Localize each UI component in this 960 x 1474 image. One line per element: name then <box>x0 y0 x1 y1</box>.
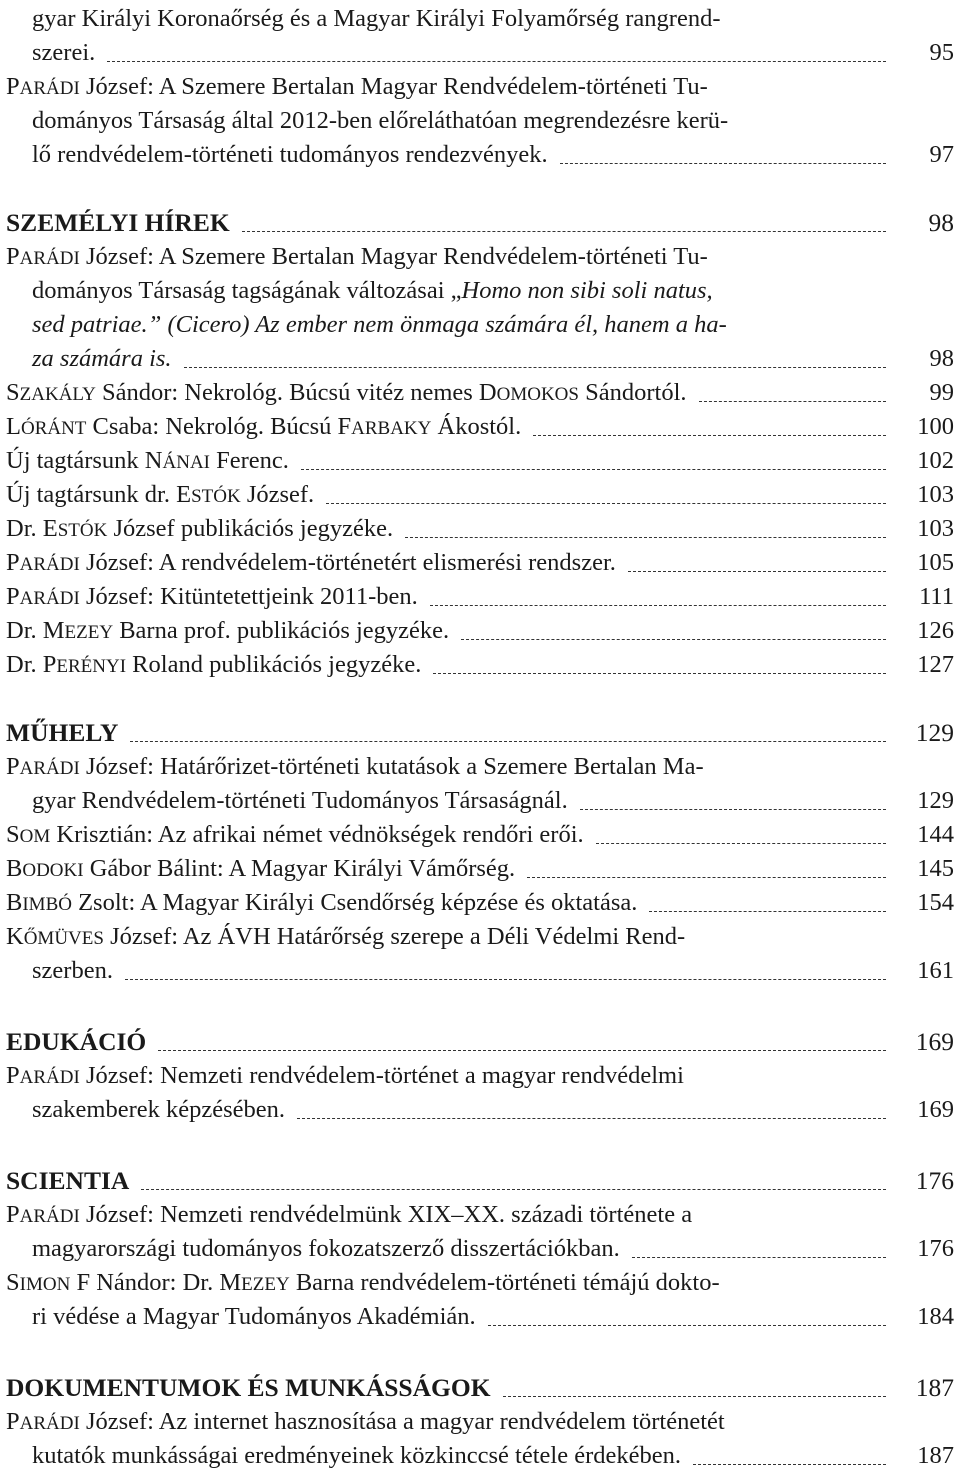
entry-text-segment: Zsolt: A Magyar Királyi Csendőrség képzése és oktatása. <box>71 889 638 916</box>
entry-text <box>6 954 113 988</box>
page-number: 102 <box>917 447 954 474</box>
toc-entry-line <box>6 818 954 852</box>
dot-leader <box>297 1118 886 1119</box>
entry-text <box>6 1232 620 1266</box>
section-heading <box>6 1025 954 1059</box>
entry-text-segment: P <box>6 243 20 270</box>
entry-text <box>6 818 584 854</box>
toc-entry-line <box>6 138 954 172</box>
dot-leader <box>488 1325 886 1326</box>
entry-text-segment: SCIENTIA <box>6 1166 130 1195</box>
entry-text <box>6 1266 720 1302</box>
entry-text-segment: József: Kitüntetettjeink 2011-ben. <box>79 583 418 610</box>
page-number: 97 <box>929 141 954 168</box>
dot-leader <box>107 61 886 62</box>
entry-text <box>6 274 713 308</box>
dot-leader <box>503 1396 886 1397</box>
entry-text <box>6 784 568 818</box>
entry-text <box>6 648 421 684</box>
entry-text <box>6 376 687 412</box>
toc-entry-line <box>6 886 954 920</box>
entry-text-segment: ARÁDI <box>19 588 80 609</box>
dot-leader <box>141 1189 886 1190</box>
entry-text-segment: József. <box>240 481 315 508</box>
entry-text-segment: ri védése a Magyar Tudományos Akadémián. <box>32 1303 476 1330</box>
entry-text-segment: Dr. P <box>6 651 57 678</box>
entry-text <box>6 750 704 786</box>
entry-text <box>6 1405 725 1441</box>
entry-text-segment: P <box>6 1408 20 1435</box>
dot-leader <box>130 741 886 742</box>
toc-entry-line <box>6 750 954 784</box>
entry-text-segment: József: A Szemere Bertalan Magyar Rendvédelem-történeti Tu- <box>79 73 708 100</box>
page-number: 126 <box>917 617 954 644</box>
toc-entry-line <box>6 2 954 36</box>
dot-leader <box>533 435 886 436</box>
dot-leader <box>430 605 886 606</box>
entry-text-segment: ERÉNYI <box>56 656 127 677</box>
entry-text-segment: Ákostól. <box>431 413 522 440</box>
entry-text-segment: József: Nemzeti rendvédelmünk XIX–XX. századi története a <box>79 1201 693 1228</box>
entry-text-segment: ARBAKY <box>351 418 432 439</box>
entry-text-segment: József: Határőrizet-történeti kutatások a Szemere Bertalan Ma- <box>79 753 704 780</box>
entry-text <box>6 104 728 138</box>
entry-text-segment: Barna rendvédelem-történeti témájú dokto- <box>289 1269 720 1296</box>
page-number: 103 <box>917 481 954 508</box>
page-number: 98 <box>928 208 954 237</box>
toc-entry-line <box>6 1300 954 1334</box>
entry-text-segment: ZAKÁLY <box>19 384 96 405</box>
toc-entry-line <box>6 376 954 410</box>
page-number: 169 <box>915 1027 954 1056</box>
toc-entry-line <box>6 1405 954 1439</box>
dot-leader <box>461 639 886 640</box>
toc-entry-line <box>6 580 954 614</box>
entry-text <box>6 1300 476 1334</box>
toc-entry-line <box>6 478 954 512</box>
entry-text-segment: B <box>6 855 23 882</box>
entry-text-segment: József publikációs jegyzéke. <box>107 515 394 542</box>
toc-entry-line <box>6 648 954 682</box>
entry-text-segment: F Nándor: Dr. M <box>70 1269 242 1296</box>
dot-leader <box>596 843 886 844</box>
entry-text-segment: szerei. <box>32 39 96 66</box>
entry-text <box>6 716 118 750</box>
entry-text <box>6 36 95 70</box>
toc-entry-line <box>6 920 954 954</box>
entry-text <box>6 580 418 616</box>
dot-leader <box>580 809 886 810</box>
entry-text-segment: ARÁDI <box>19 758 80 779</box>
entry-text-segment: József: Nemzeti rendvédelem-történet a magyar rendvédelmi <box>79 1062 684 1089</box>
page-number: 100 <box>917 413 954 440</box>
page-number: 95 <box>929 39 954 66</box>
entry-text-segment: P <box>6 583 20 610</box>
toc-entry-line <box>6 1266 954 1300</box>
entry-text-segment: Csaba: Nekrológ. Búcsú F <box>86 413 352 440</box>
entry-text <box>6 308 727 342</box>
entry-text <box>6 478 314 514</box>
page-number: 154 <box>917 889 954 916</box>
dot-leader <box>405 537 886 538</box>
page-number: 169 <box>917 1096 954 1123</box>
entry-text <box>6 206 230 240</box>
entry-text-segment: L <box>6 413 21 440</box>
entry-text-segment: P <box>6 73 20 100</box>
entry-text-segment: sed patriae. <box>32 311 148 338</box>
page-number: 161 <box>917 957 954 984</box>
entry-text-segment: magyarországi tudományos fokozatszerző disszertációkban. <box>32 1235 620 1262</box>
toc-entry-line <box>6 1198 954 1232</box>
entry-text <box>6 1439 681 1473</box>
toc-entry-line <box>6 1439 954 1473</box>
page-number: 184 <box>917 1303 954 1330</box>
entry-text-segment: Új tagtársunk N <box>6 447 163 474</box>
toc-entry-line <box>6 240 954 274</box>
entry-text <box>6 886 637 922</box>
toc-entry-line <box>6 1232 954 1266</box>
page-number: 176 <box>917 1235 954 1262</box>
toc-entry-line <box>6 36 954 70</box>
dot-leader <box>184 367 886 368</box>
entry-text-segment: Új tagtársunk dr. E <box>6 481 192 508</box>
entry-text-segment: za számára is. <box>32 345 172 372</box>
entry-text-segment: IMBÓ <box>22 894 72 915</box>
entry-text-segment: Ferenc. <box>210 447 289 474</box>
entry-text-segment: gyar Rendvédelem-történeti Tudományos Társaságnál. <box>32 787 568 814</box>
entry-text <box>6 546 616 582</box>
entry-text-segment: Homo non sibi soli natus, <box>461 277 713 304</box>
page-number: 129 <box>917 787 954 814</box>
entry-text-segment: P <box>6 753 20 780</box>
toc-entry-line <box>6 342 954 376</box>
toc-entry-line <box>6 954 954 988</box>
entry-text-segment: ARÁDI <box>19 554 80 575</box>
dot-leader <box>693 1464 886 1465</box>
entry-text <box>6 138 548 172</box>
entry-text-segment: P <box>6 1062 20 1089</box>
entry-text <box>6 852 515 888</box>
entry-text-segment: József: A Szemere Bertalan Magyar Rendvédelem-történeti Tu- <box>79 243 708 270</box>
entry-text <box>6 1059 684 1095</box>
toc-entry-line <box>6 512 954 546</box>
entry-text-segment: dományos Társaság által 2012-ben előreláthatóan megrendezésre kerü- <box>32 107 729 134</box>
toc-entry-line <box>6 1093 954 1127</box>
entry-text-segment: DOKUMENTUMOK ÉS MUNKÁSSÁGOK <box>6 1373 491 1402</box>
entry-text-segment: ÁNAI <box>162 452 210 473</box>
page-number: 187 <box>915 1373 954 1402</box>
entry-text-segment: ARÁDI <box>19 1413 80 1434</box>
section-heading <box>6 206 954 240</box>
entry-text-segment: S <box>6 379 20 406</box>
page-number: 129 <box>915 718 954 747</box>
entry-text <box>6 240 708 276</box>
page-number: 111 <box>919 583 954 610</box>
page-number: 127 <box>917 651 954 678</box>
entry-text-segment: P <box>6 549 20 576</box>
entry-text <box>6 70 708 106</box>
entry-text <box>6 342 172 376</box>
entry-text-segment: ARÁDI <box>19 78 80 99</box>
page-number: 176 <box>915 1166 954 1195</box>
entry-text-segment: ARÁDI <box>19 1067 80 1088</box>
entry-text-segment: szerben. <box>32 957 113 984</box>
entry-text <box>6 1371 491 1405</box>
entry-text <box>6 444 289 480</box>
page-number: 98 <box>929 345 954 372</box>
toc-entry-line <box>6 784 954 818</box>
entry-text-segment: József: Az ÁVH Határőrség szerepe a Déli Védelmi Rend- <box>103 923 686 950</box>
section-heading <box>6 1164 954 1198</box>
entry-text-segment: Krisztián: Az afrikai német védnökségek rendőri erői. <box>50 821 584 848</box>
entry-text <box>6 1164 129 1198</box>
entry-text-segment: SZEMÉLYI HÍREK <box>6 208 230 237</box>
entry-text-segment: K <box>6 923 24 950</box>
entry-text-segment: Roland publikációs jegyzéke. <box>126 651 422 678</box>
entry-text <box>6 1093 285 1127</box>
dot-leader <box>649 911 886 912</box>
dot-leader <box>158 1050 886 1051</box>
dot-leader <box>560 163 886 164</box>
page-number: 105 <box>917 549 954 576</box>
dot-leader <box>628 571 886 572</box>
entry-text-segment: gyar Királyi Koronaőrség és a Magyar Királyi Folyamőrség rangrend- <box>32 5 721 32</box>
toc-entry-line <box>6 104 954 138</box>
toc-entry-line <box>6 410 954 444</box>
entry-text-segment: ARÁDI <box>19 248 80 269</box>
entry-text-segment: EDUKÁCIÓ <box>6 1027 147 1056</box>
toc-entry-line <box>6 308 954 342</box>
entry-text-segment: ARÁDI <box>19 1206 80 1227</box>
entry-text <box>6 614 449 650</box>
entry-text-segment: IMON <box>19 1274 71 1295</box>
entry-text <box>6 410 521 446</box>
toc-entry-line <box>6 852 954 886</box>
toc-entry-line <box>6 546 954 580</box>
entry-text-segment: Dr. E <box>6 515 58 542</box>
entry-text <box>6 1198 692 1234</box>
dot-leader <box>301 469 886 470</box>
entry-text-segment: STÓK <box>57 520 108 541</box>
page-number: 99 <box>929 379 954 406</box>
entry-text-segment: ÓRÁNT <box>20 418 87 439</box>
entry-text <box>6 2 721 36</box>
entry-text-segment: Sándortól. <box>578 379 687 406</box>
entry-text-segment: Gábor Bálint: A Magyar Királyi Vámőrség. <box>83 855 516 882</box>
entry-text-segment: Sándor: Nekrológ. Búcsú vitéz nemes D <box>95 379 497 406</box>
entry-text-segment: EZEY <box>241 1274 290 1295</box>
entry-text-segment: MŰHELY <box>6 718 119 747</box>
dot-leader <box>242 231 886 232</box>
toc-entry-line <box>6 444 954 478</box>
dot-leader <box>125 979 886 980</box>
section-heading <box>6 716 954 750</box>
toc-entry-line <box>6 614 954 648</box>
toc-entry-line <box>6 70 954 104</box>
dot-leader <box>527 877 886 878</box>
dot-leader <box>632 1257 886 1258</box>
entry-text-segment: József: A rendvédelem-történetért elismerési rendszer. <box>79 549 616 576</box>
entry-text-segment: P <box>6 1201 20 1228</box>
dot-leader <box>433 673 886 674</box>
entry-text-segment: OMOKOS <box>496 384 579 405</box>
entry-text-segment: kutatók munkásságai eredményeinek közkinccsé tétele érdekében. <box>32 1442 681 1469</box>
entry-text-segment: S <box>6 1269 20 1296</box>
entry-text-segment: lő rendvédelem-történeti tudományos rendezvények. <box>32 141 548 168</box>
toc-entry-line <box>6 274 954 308</box>
dot-leader <box>699 401 886 402</box>
entry-text-segment: Barna prof. publikációs jegyzéke. <box>113 617 450 644</box>
entry-text-segment: dományos Társaság tagságának változásai „ <box>32 277 462 304</box>
dot-leader <box>326 503 886 504</box>
entry-text-segment: S <box>6 821 20 848</box>
entry-text-segment: ODOKI <box>22 860 84 881</box>
entry-text <box>6 1025 146 1059</box>
entry-text-segment: ŐMÜVES <box>23 928 104 949</box>
toc-entry-line <box>6 1059 954 1093</box>
page-number: 103 <box>917 515 954 542</box>
entry-text-segment: OM <box>19 826 51 847</box>
section-heading <box>6 1371 954 1405</box>
entry-text-segment: szakemberek képzésében. <box>32 1096 286 1123</box>
page-number: 145 <box>917 855 954 882</box>
page-number: 187 <box>917 1442 954 1469</box>
entry-text-segment: Dr. M <box>6 617 65 644</box>
entry-text-segment: ” (Cicero) Az ember nem önmaga számára él, hanem a ha- <box>147 311 727 338</box>
entry-text <box>6 512 393 548</box>
entry-text <box>6 920 685 956</box>
entry-text-segment: EZEY <box>64 622 114 643</box>
entry-text-segment: József: Az internet hasznosítása a magyar rendvédelem történetét <box>79 1408 725 1435</box>
entry-text-segment: STÓK <box>191 486 241 507</box>
page-number: 144 <box>917 821 954 848</box>
entry-text-segment: B <box>6 889 23 916</box>
